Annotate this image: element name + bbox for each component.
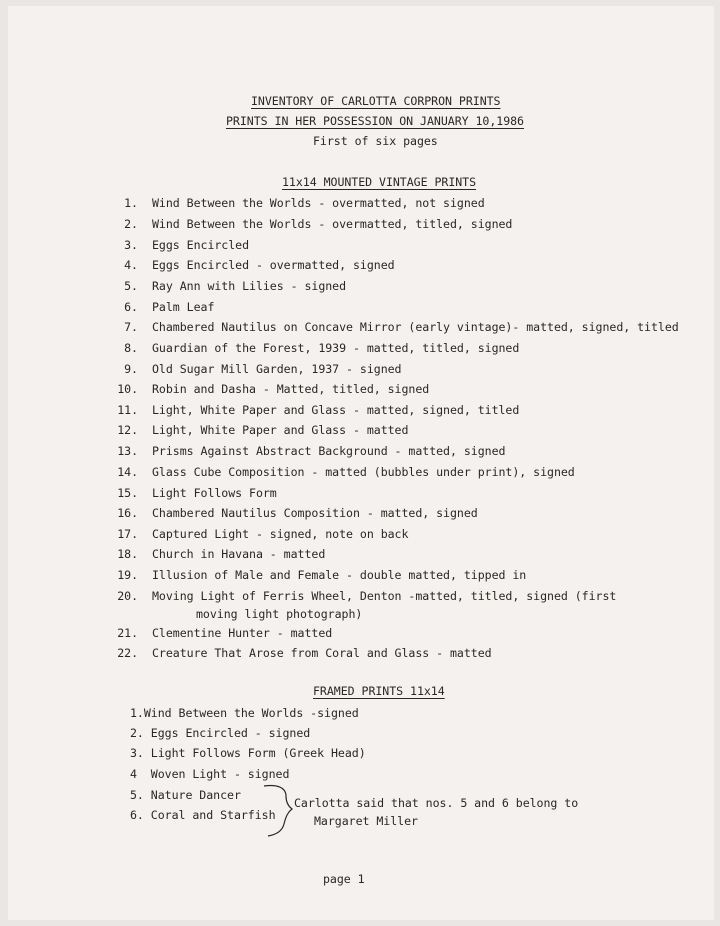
mounted-print-entry: Light, White Paper and Glass - matted <box>152 423 409 437</box>
framed-print-entry: 6. Coral and Starfish <box>130 808 276 822</box>
item-number: 12. <box>117 423 138 437</box>
page-count-note: First of six pages <box>313 134 438 148</box>
mounted-prints-heading: 11x14 MOUNTED VINTAGE PRINTS <box>282 175 477 189</box>
mounted-print-entry: Captured Light - signed, note on back <box>152 527 409 541</box>
mounted-print-entry: Light, White Paper and Glass - matted, signed, titled <box>152 403 520 417</box>
item-number: 10. <box>117 382 138 396</box>
item-number: 22. <box>117 646 138 660</box>
mounted-print-entry: Clementine Hunter - matted <box>152 626 333 640</box>
mounted-print-entry: Wind Between the Worlds - overmatted, titled, signed <box>152 217 513 231</box>
item-number: 16. <box>117 506 138 520</box>
mounted-print-entry: Prisms Against Abstract Background - matted, signed <box>152 444 506 458</box>
item-number: 15. <box>117 486 138 500</box>
mounted-print-entry: Eggs Encircled <box>152 238 250 252</box>
mounted-print-entry: Light Follows Form <box>152 486 277 500</box>
item-number: 11. <box>117 403 138 417</box>
mounted-print-entry: Robin and Dasha - Matted, titled, signed <box>152 382 430 396</box>
document-subtitle: PRINTS IN HER POSSESSION ON JANUARY 10,1986 <box>226 114 524 128</box>
mounted-print-entry: Wind Between the Worlds - overmatted, not signed <box>152 196 485 210</box>
item-number: 9. <box>124 362 138 376</box>
framed-print-entry: 2. Eggs Encircled - signed <box>130 726 311 740</box>
item-number: 21. <box>117 626 138 640</box>
item-number: 13. <box>117 444 138 458</box>
item-number: 5. <box>124 279 138 293</box>
mounted-print-entry: Moving Light of Ferris Wheel, Denton -matted, titled, signed (first <box>152 589 617 603</box>
mounted-print-entry: Guardian of the Forest, 1939 - matted, titled, signed <box>152 341 520 355</box>
framed-prints-heading: FRAMED PRINTS 11x14 <box>313 684 445 698</box>
framed-print-entry: 3. Light Follows Form (Greek Head) <box>130 746 366 760</box>
item-number: 8. <box>124 341 138 355</box>
mounted-print-entry: Eggs Encircled - overmatted, signed <box>152 258 395 272</box>
bracket-mark <box>262 782 296 840</box>
item-number: 2. <box>124 217 138 231</box>
item-number: 4. <box>124 258 138 272</box>
item-number: 6. <box>124 300 138 314</box>
mounted-print-entry: Glass Cube Composition - matted (bubbles under print), signed <box>152 465 575 479</box>
item-number: 20. <box>117 589 138 603</box>
mounted-print-entry: Chambered Nautilus Composition - matted, signed <box>152 506 478 520</box>
document-title: INVENTORY OF CARLOTTA CORPRON PRINTS <box>251 94 501 108</box>
item-number: 1. <box>124 196 138 210</box>
ownership-annotation-line1: Carlotta said that nos. 5 and 6 belong to <box>294 796 579 810</box>
item-number: 7. <box>124 320 138 334</box>
mounted-print-entry: Illusion of Male and Female - double matted, tipped in <box>152 568 527 582</box>
framed-print-entry: 4 Woven Light - signed <box>130 767 290 781</box>
mounted-print-entry: Chambered Nautilus on Concave Mirror (early vintage)- matted, signed, titled <box>152 320 679 334</box>
item-number: 17. <box>117 527 138 541</box>
mounted-print-entry: Old Sugar Mill Garden, 1937 - signed <box>152 362 402 376</box>
item-number: 19. <box>117 568 138 582</box>
framed-print-entry: 1.Wind Between the Worlds -signed <box>130 706 359 720</box>
mounted-print-entry: Ray Ann with Lilies - signed <box>152 279 347 293</box>
item-number: 18. <box>117 547 138 561</box>
document-page <box>8 6 714 920</box>
mounted-print-entry: Palm Leaf <box>152 300 215 314</box>
page-number: page 1 <box>323 872 365 886</box>
item-number: 14. <box>117 465 138 479</box>
ownership-annotation-line2: Margaret Miller <box>314 814 418 828</box>
mounted-print-entry-continuation: moving light photograph) <box>196 607 363 621</box>
mounted-print-entry: Creature That Arose from Coral and Glass - matted <box>152 646 492 660</box>
mounted-print-entry: Church in Havana - matted <box>152 547 326 561</box>
framed-print-entry: 5. Nature Dancer <box>130 788 241 802</box>
item-number: 3. <box>124 238 138 252</box>
